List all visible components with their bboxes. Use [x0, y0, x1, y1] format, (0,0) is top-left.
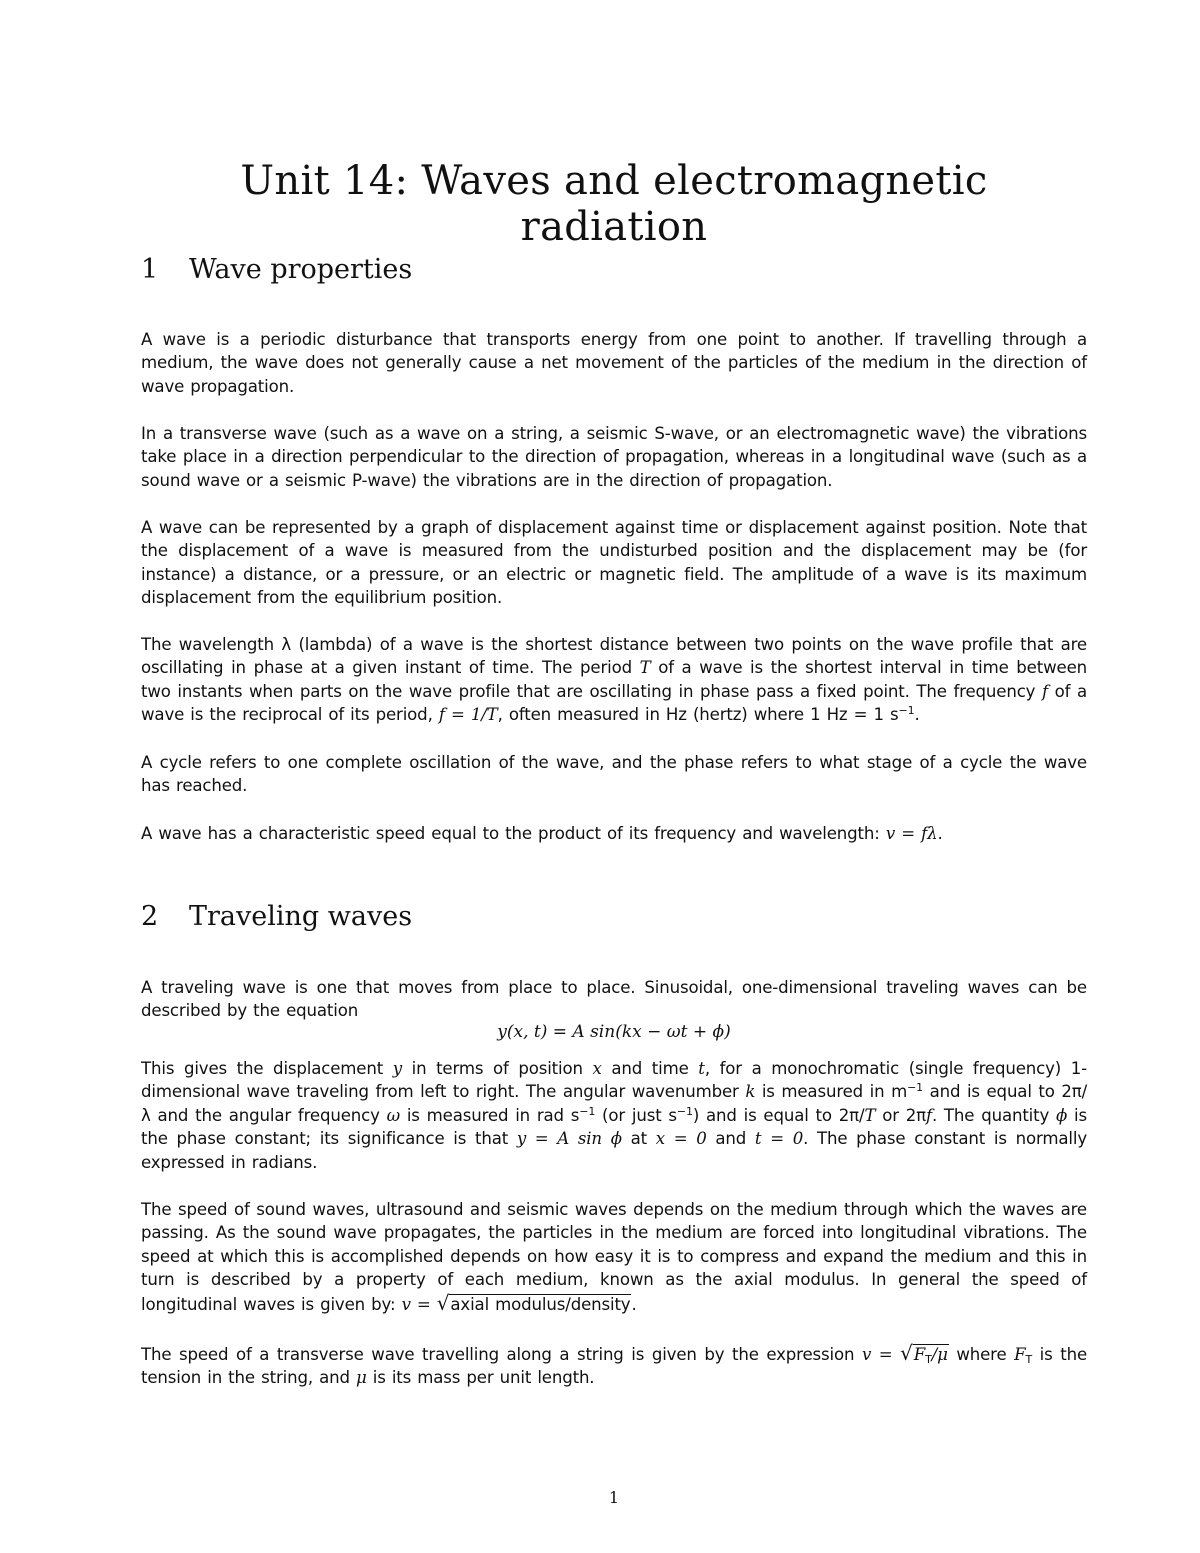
paragraph-wave-equation-explanation: This gives the displacement y in terms of position x and time t, for a monochromatic (single frequency) 1-dimensional wave traveling from left to right. The angular wavenumber k is measured in $m^{-1}$ and is equal to 2π/λ and the angular frequency ω is measured in rad $s^{-1}$ (or just $s^{-1}$) and is equal to 2π/T or 2πf. The quantity ϕ is the phase constant; its significance is that y = A sin ϕ at x = 0 and t = 0. The phase constant is normally expressed in radians.	[141, 1059, 1088, 1172]
section-heading-wave-properties	[141, 254, 412, 285]
paragraph-wavelength-period-frequency: The wavelength λ (lambda) of a wave is the shortest distance between two points on the wave profile that are oscillating in phase at a given instant of time. The period T of a wave is the shortest interval in time between two instants when parts on the wave profile that are oscillating in phase pass a fixed point. The frequency f of a wave is the reciprocal of its period, f = 1/T, often measured in Hz (hertz) where 1 Hz = 1 $s^{-1}$.	[141, 635, 1088, 725]
paragraph-displacement-amplitude: A wave can be represented by a graph of displacement against time or displacement against position. Note that the displacement of a wave is measured from the undisturbed position and the displacement may be (for instance) a distance, or a pressure, or an electric or magnetic field. The amplitude of a wave is its maximum displacement from the equilibrium position.	[141, 518, 1087, 608]
paragraph-speed-of-sound: The speed of sound waves, ultrasound and seismic waves depends on the medium through which the waves are passing. As the sound wave propagates, the particles in the medium are forced into longitudinal vibrations. The speed at which this is accomplished depends on how easy it is to compress and expand the medium and this in turn is described by a property of each medium, known as the axial modulus. In general the speed of longitudinal waves is given by: v = √axial modulus/density.	[141, 1200, 1087, 1315]
page-number: 1	[608, 1488, 620, 1507]
paragraph-cycle-phase: A cycle refers to one complete oscillation of the wave, and the phase refers to what stage of a cycle the wave has reached.	[141, 753, 1087, 796]
section-title: Traveling waves	[189, 901, 413, 932]
paragraph-traveling-wave-intro: A traveling wave is one that moves from place to place. Sinusoidal, one-dimensional traveling waves can be described by the equation	[141, 978, 1087, 1021]
paragraph-wave-definition: A wave is a periodic disturbance that transports energy from one point to another. If travelling through a medium, the wave does not generally cause a net movement of the particles of the medium in the direction of wave propagation.	[141, 330, 1087, 396]
section-number: 2	[141, 901, 159, 932]
paragraph-string-wave-speed: The speed of a transverse wave travelling along a string is given by the expression $v = √F_T/\mu$ where $F_T$ is the tension in the string, and μ is its mass per unit length.	[141, 1341, 1088, 1388]
section-number: 1	[141, 254, 159, 285]
section-title: Wave properties	[189, 254, 413, 285]
paragraph-wave-speed: A wave has a characteristic speed equal to the product of its frequency and wavelength: v = fλ.	[141, 824, 943, 843]
document-page	[141, 0, 1087, 1553]
paragraph-transverse-longitudinal: In a transverse wave (such as a wave on a string, a seismic S-wave, or an electromagnetic wave) the vibrations take place in a direction perpendicular to the direction of propagation, whereas in a longitudinal wave (such as a sound wave or a seismic P-wave) the vibrations are in the direction of propagation.	[141, 424, 1087, 490]
section-heading-traveling-waves	[141, 901, 412, 932]
page-title: Unit 14: Waves and electromagnetic radiation	[240, 158, 988, 250]
equation-traveling-wave: y(x, t) = A sin(kx − ωt + ϕ)	[497, 1022, 731, 1042]
